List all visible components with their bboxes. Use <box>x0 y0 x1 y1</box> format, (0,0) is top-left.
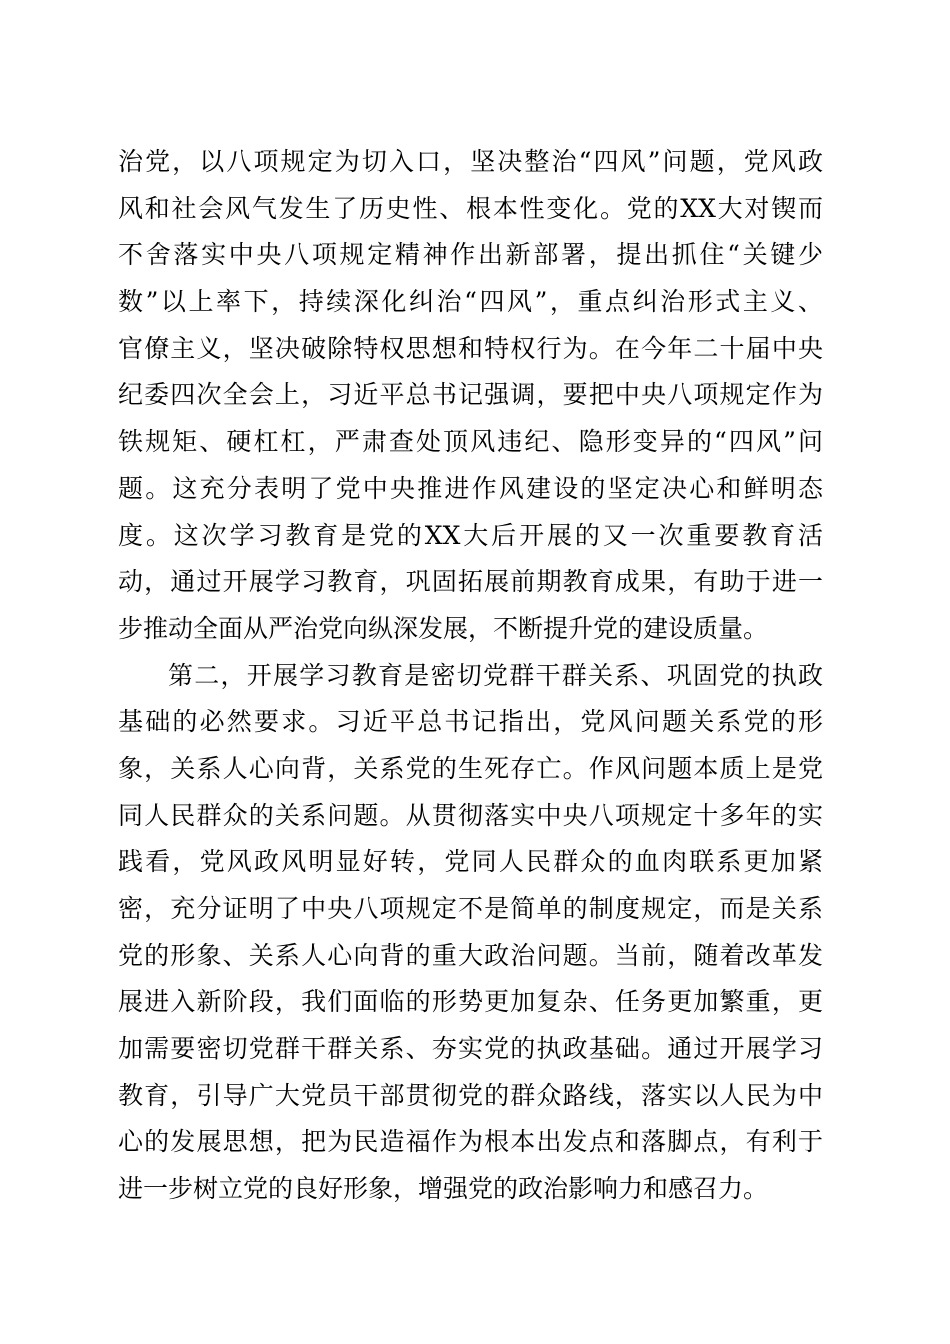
text-line: 步推动全面从严治党向纵深发展，不断提升党的建设质量。 <box>118 613 769 643</box>
paragraph-2 <box>118 653 823 1213</box>
text-line: 心的发展思想，把为民造福作为根本出发点和落脚点，有利于 <box>118 1127 823 1157</box>
text-line: 党的形象、关系人心向背的重大政治问题。当前，随着改革发 <box>118 940 823 970</box>
text-line: 教育，引导广大党员干部贯彻党的群众路线，落实以人民为中 <box>118 1080 823 1110</box>
text-line: 进一步树立党的良好形象，增强党的政治影响力和感召力。 <box>118 1174 769 1204</box>
text-line: 基础的必然要求。习近平总书记指出，党风问题关系党的形 <box>118 707 823 737</box>
text-line: 题。这充分表明了党中央推进作风建设的坚定决心和鲜明态 <box>118 473 823 503</box>
text-line: 象，关系人心向背，关系党的生死存亡。作风问题本质上是党 <box>118 753 823 783</box>
text-line: 加需要密切党群干群关系、夯实党的执政基础。通过开展学习 <box>118 1034 823 1064</box>
paragraph-1 <box>118 139 823 653</box>
text-line: 治党，以八项规定为切入口，坚决整治“四风”问题，党风政 <box>118 147 823 176</box>
text-line: 铁规矩、硬杠杠，严肃查处顶风违纪、隐形变异的“四风”问 <box>118 427 823 457</box>
text-line: 度。这次学习教育是党的XX大后开展的又一次重要教育活 <box>118 520 823 550</box>
text-line: 密，充分证明了中央八项规定不是简单的制度规定，而是关系 <box>118 894 823 923</box>
document-page <box>118 139 823 1213</box>
text-line: 第二，开展学习教育是密切党群干群关系、巩固党的执政 <box>168 660 823 690</box>
text-line: 动，通过开展学习教育，巩固拓展前期教育成果，有助于进一 <box>118 567 823 597</box>
text-line: 践看，党风政风明显好转，党同人民群众的血肉联系更加紧 <box>118 847 823 877</box>
text-line: 同人民群众的关系问题。从贯彻落实中央八项规定十多年的实 <box>118 800 823 830</box>
text-line: 风和社会风气发生了历史性、根本性变化。党的XX大对锲而 <box>118 193 823 223</box>
text-line: 纪委四次全会上，习近平总书记强调，要把中央八项规定作为 <box>118 380 823 410</box>
text-line: 展进入新阶段，我们面临的形势更加复杂、任务更加繁重，更 <box>118 987 823 1017</box>
text-line: 官僚主义，坚决破除特权思想和特权行为。在今年二十届中央 <box>118 333 823 363</box>
text-line: 数”以上率下，持续深化纠治“四风”，重点纠治形式主义、 <box>118 287 823 317</box>
text-line: 不舍落实中央八项规定精神作出新部署，提出抓住“关键少 <box>118 240 823 270</box>
